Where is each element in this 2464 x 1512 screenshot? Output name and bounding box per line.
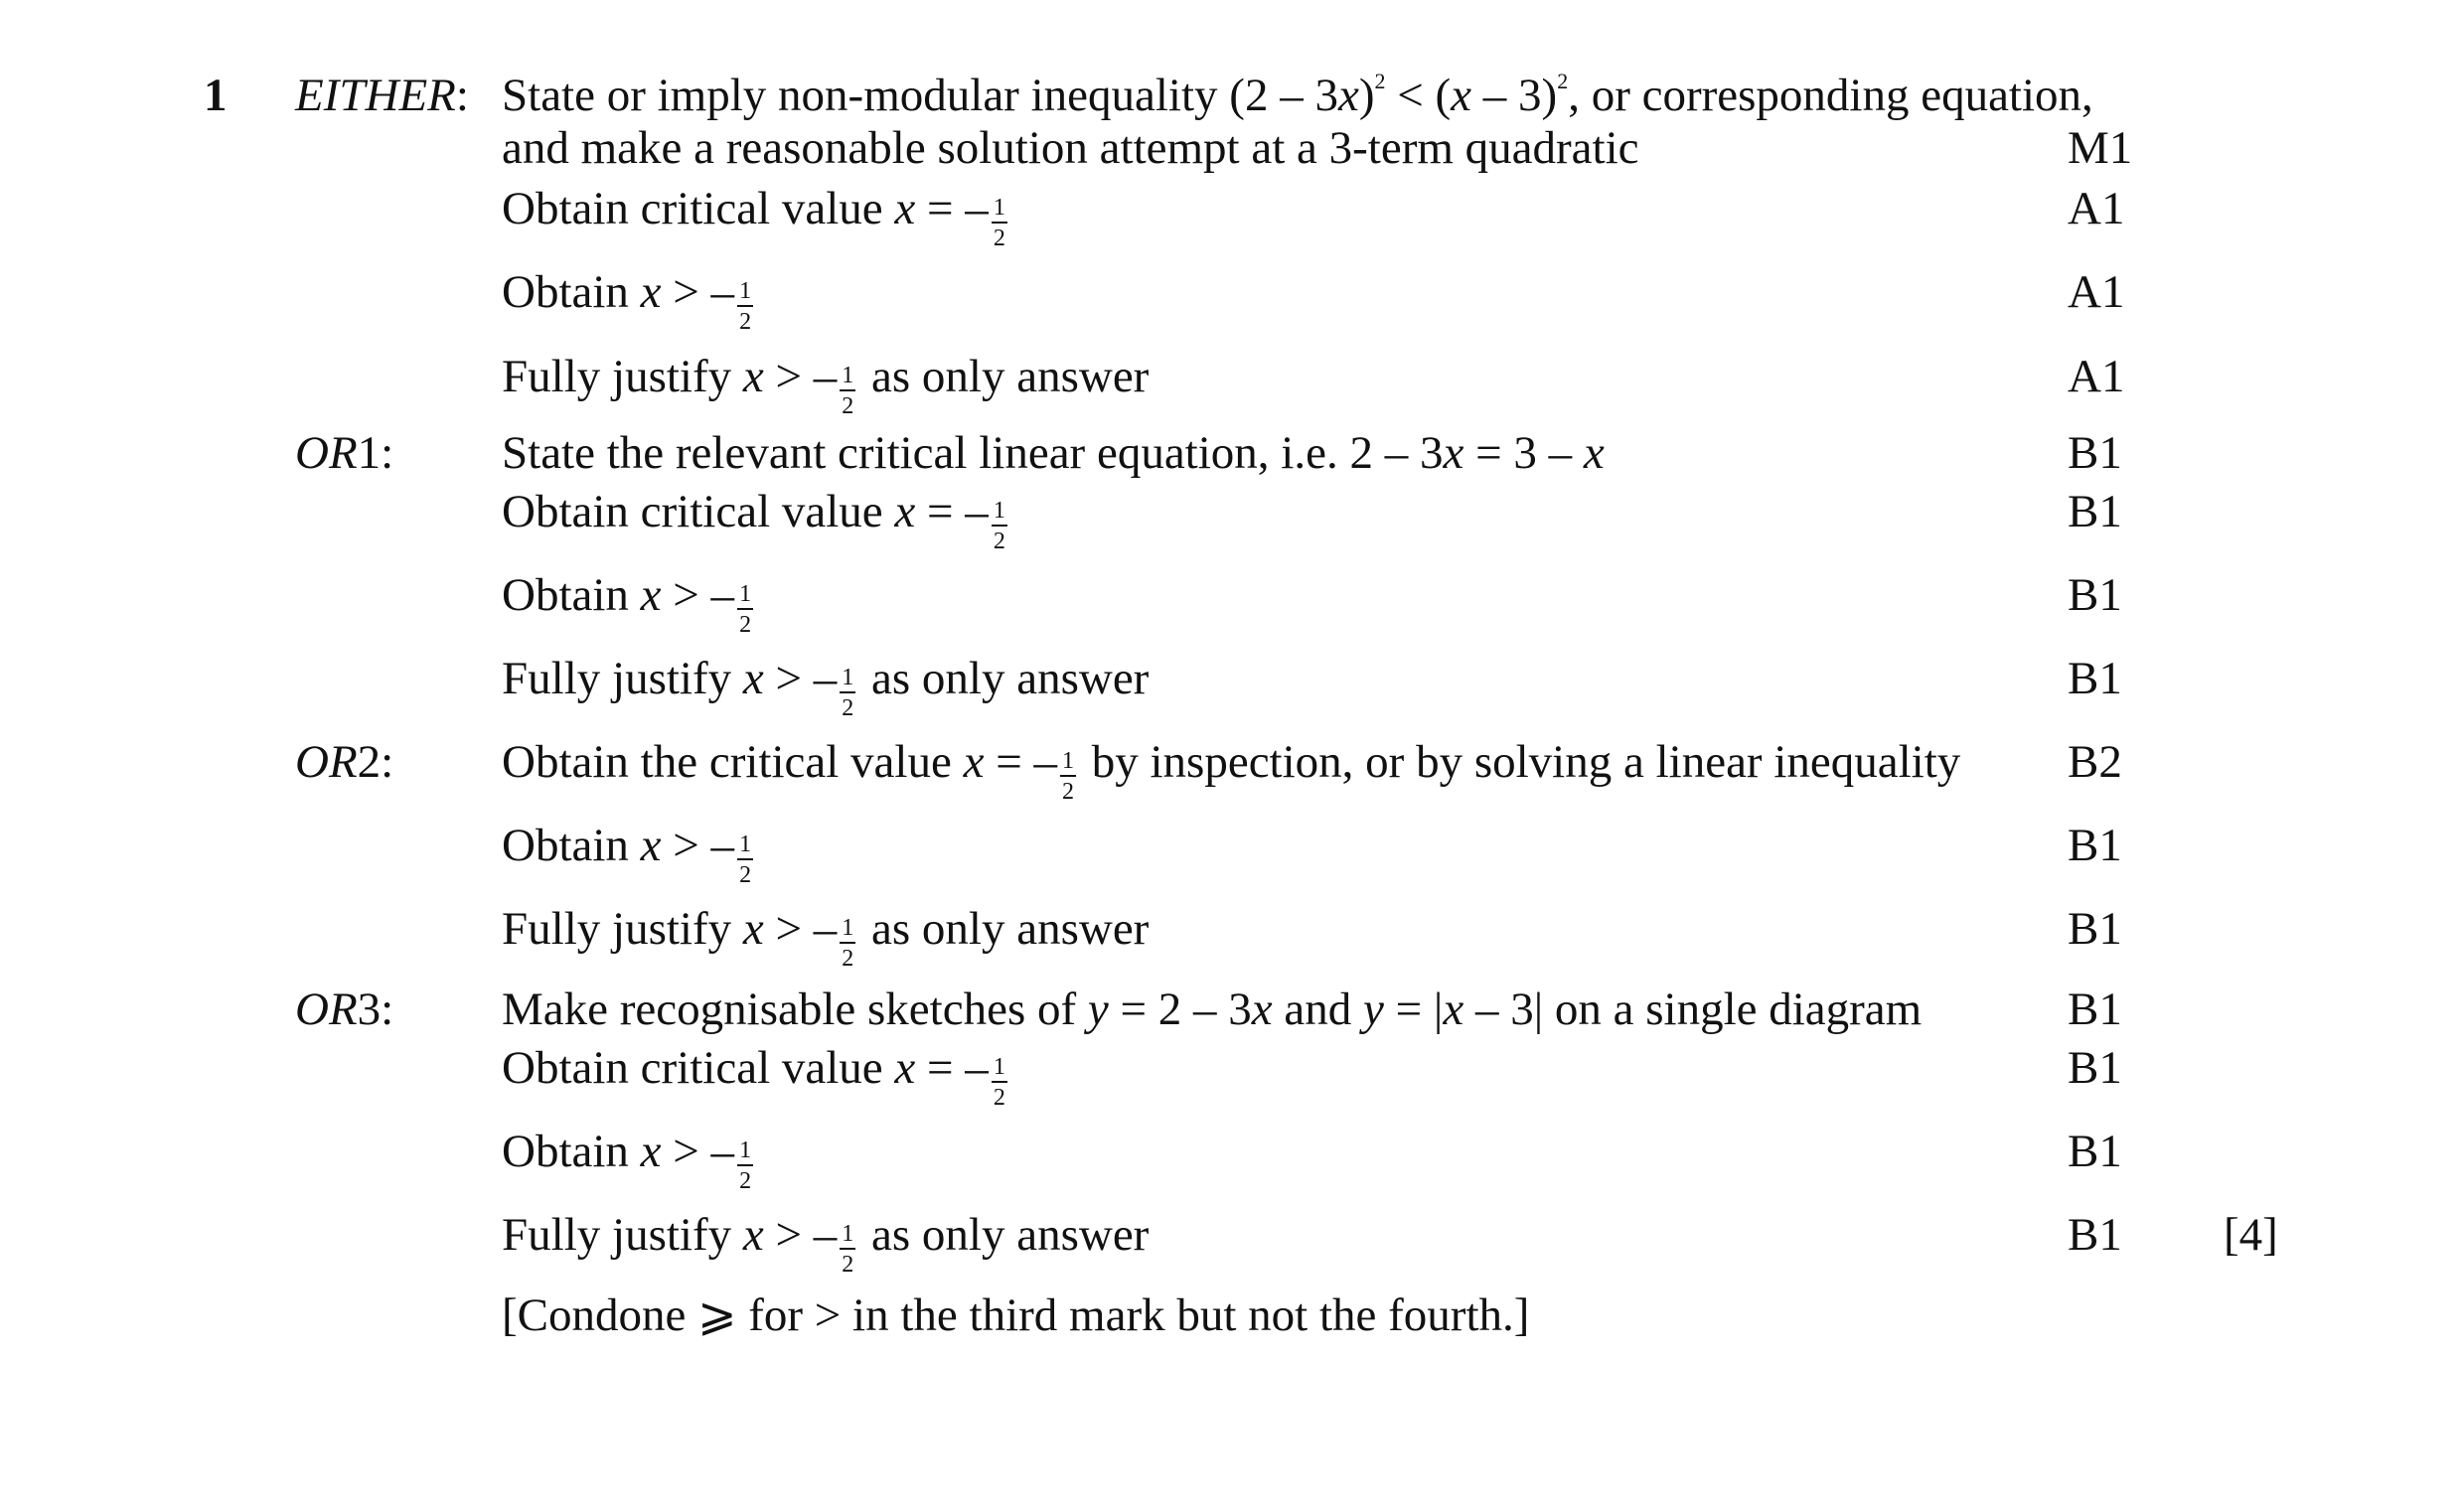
- mark-or1-b1-3: B1: [2068, 569, 2122, 621]
- or3-obtain: Obtain x > – $\frac{1}{2}$: [502, 1126, 752, 1194]
- mark-or2-b2: B2: [2068, 736, 2122, 788]
- fraction-half: $\frac{1}{2}$: [842, 1220, 854, 1278]
- label-or3: OR3:: [295, 983, 394, 1035]
- fraction-half: $\frac{1}{2}$: [1061, 747, 1074, 805]
- fraction-half: $\frac{1}{2}$: [842, 664, 854, 721]
- fraction-half: $\frac{1}{2}$: [993, 194, 1005, 251]
- or1-justify: Fully justify x > – $\frac{1}{2}$ as only answer: [502, 653, 1150, 721]
- either-line-2: and make a reasonable solution attempt at a 3-term quadratic: [502, 122, 1639, 174]
- or2-justify: Fully justify x > – $\frac{1}{2}$ as only answer: [502, 903, 1150, 972]
- fraction-half: $\frac{1}{2}$: [993, 497, 1005, 554]
- mark-either-a1-2: A1: [2068, 266, 2125, 318]
- label-or1-text: OR: [295, 427, 358, 479]
- fraction-half: $\frac{1}{2}$: [842, 362, 854, 419]
- or3-line-1: Make recognisable sketches of y = 2 – 3x and y = |x – 3| on a single diagram: [502, 983, 1923, 1035]
- or3-critical-value: Obtain critical value x = – $\frac{1}{2}$: [502, 1042, 1005, 1111]
- or3-justify: Fully justify x > – $\frac{1}{2}$ as only answer: [502, 1209, 1150, 1278]
- label-or1: OR1:: [295, 427, 394, 479]
- either-justify: Fully justify x > – $\frac{1}{2}$ as only answer: [502, 351, 1150, 419]
- mark-either-a1-3: A1: [2068, 351, 2125, 402]
- mark-or1-b1-2: B1: [2068, 486, 2122, 537]
- or1-critical-value: Obtain critical value x = – $\frac{1}{2}$: [502, 486, 1005, 554]
- mark-or3-b1-4: B1: [2068, 1209, 2122, 1261]
- or2-line-1: Obtain the critical value x = – $\frac{1}{2}$ by inspection, or by solving a linear inequality: [502, 736, 1961, 805]
- label-or2: OR2:: [295, 736, 394, 788]
- mark-either-m1: M1: [2068, 122, 2133, 174]
- mark-or3-b1-1: B1: [2068, 983, 2122, 1035]
- total-marks: [4]: [2224, 1209, 2278, 1261]
- question-number: 1: [204, 70, 228, 121]
- or1-obtain: Obtain x > – $\frac{1}{2}$: [502, 569, 752, 638]
- either-obtain: Obtain x > – $\frac{1}{2}$: [502, 266, 752, 335]
- fraction-half: $\frac{1}{2}$: [993, 1053, 1005, 1111]
- fraction-half: $\frac{1}{2}$: [739, 277, 752, 335]
- or1-line-1: State the relevant critical linear equation, i.e. 2 – 3x = 3 – x: [502, 427, 1605, 479]
- fraction-half: $\frac{1}{2}$: [739, 831, 752, 888]
- mark-or1-b1-4: B1: [2068, 653, 2122, 704]
- mark-either-a1-1: A1: [2068, 183, 2125, 234]
- fraction-half: $\frac{1}{2}$: [739, 580, 752, 638]
- fraction-half: $\frac{1}{2}$: [842, 914, 854, 972]
- or2-obtain: Obtain x > – $\frac{1}{2}$: [502, 820, 752, 888]
- either-critical-value: Obtain critical value x = – $\frac{1}{2}$: [502, 183, 1005, 251]
- mark-or2-b1-1: B1: [2068, 820, 2122, 871]
- mark-or3-b1-3: B1: [2068, 1126, 2122, 1177]
- mark-or1-b1-1: B1: [2068, 427, 2122, 479]
- either-line-1: State or imply non-modular inequality (2 – 3x)$^2$ < (x – 3)$^2$, or corresponding equation,: [502, 69, 2093, 121]
- mark-or3-b1-2: B1: [2068, 1042, 2122, 1094]
- label-either: EITHER:: [295, 70, 469, 121]
- mark-or2-b1-2: B1: [2068, 903, 2122, 955]
- fraction-half: $\frac{1}{2}$: [739, 1136, 752, 1194]
- condone-note: [Condone ⩾ for > in the third mark but not the fourth.]: [502, 1289, 1530, 1341]
